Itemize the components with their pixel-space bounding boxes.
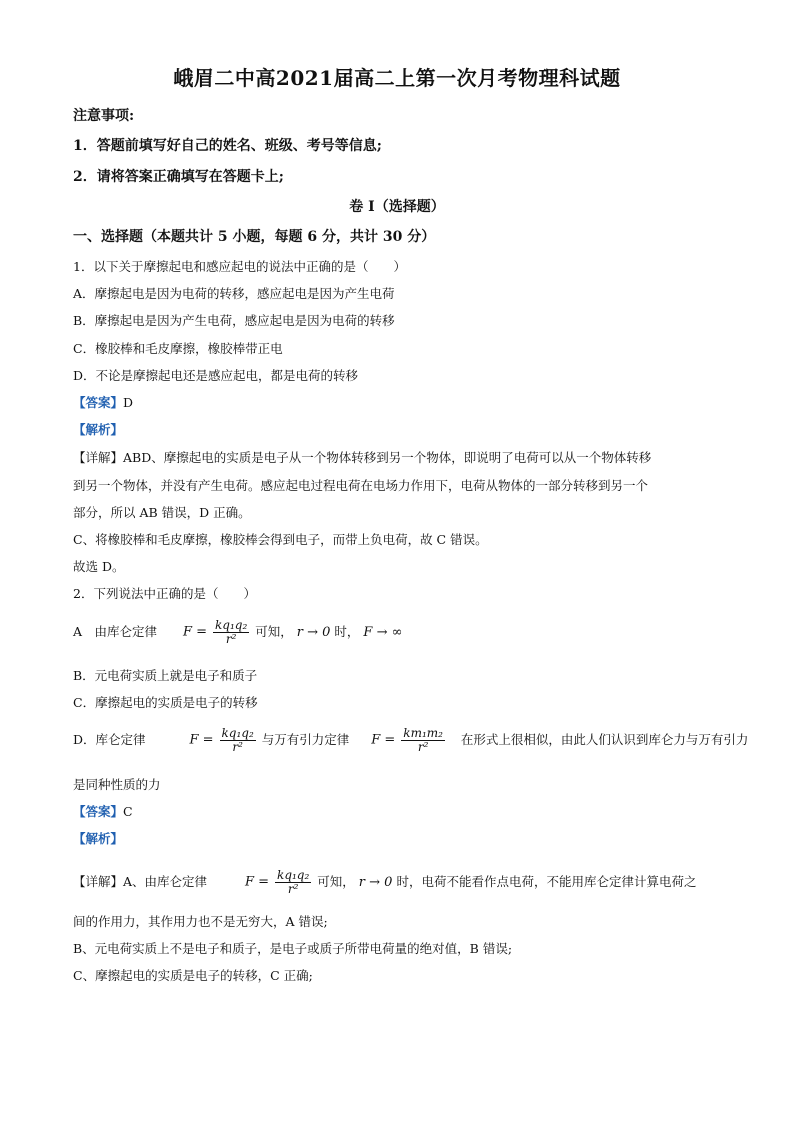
answer-tag: 【答案】 (73, 395, 124, 410)
q2-option-a-mid: 可知， (255, 624, 293, 639)
q1-detail-text-1: ABD、摩擦起电的实质是电子从一个物体转移到另一个物体，即说明了电荷可以从一个物体转移 (123, 450, 652, 465)
q2-option-a-result: F → ∞ (363, 625, 403, 640)
q1-option-d: D．不论是摩擦起电还是感应起电，都是电荷的转移 (73, 368, 359, 383)
q2-option-a-condition: r → 0 (296, 625, 331, 640)
q2-detail-a-line-2: 间的作用力，其作用力也不是无穷大，A 错误; (73, 914, 328, 929)
q2-detail-a-mid: 可知， (317, 874, 355, 889)
q2-option-a-when: 时， (334, 624, 360, 639)
q2-detail-a-prefix: A、由库仑定律 (123, 874, 208, 889)
q1-answer-value: D (123, 395, 134, 410)
q2-detail-b: B、元电荷实质上不是电子和质子，是电子或质子所带电荷量的绝对值，B 错误; (73, 941, 513, 956)
coulomb-denominator: r² (232, 740, 243, 754)
coulomb-numerator: kq₁q₂ (277, 868, 310, 882)
q1-detail-line-1 (73, 449, 651, 467)
gravity-formula (401, 727, 445, 754)
q2-option-d (73, 726, 748, 755)
q2-analysis-tag (73, 830, 123, 848)
q1-stem: 1．以下关于摩擦起电和感应起电的说法中正确的是（ ） (73, 259, 406, 274)
q2-option-a (73, 618, 402, 647)
coulomb-denominator: r² (287, 882, 299, 896)
detail-tag: 【详解】 (73, 450, 124, 465)
q2-detail-a (73, 868, 696, 897)
page-title: 峨眉二中高2021届高二上第一次月考物理科试题 (173, 66, 621, 90)
q1-option-c: C．橡胶棒和毛皮摩擦，橡胶棒带正电 (73, 341, 283, 356)
q2-option-d-prefix: D．库仑定律 (73, 732, 146, 747)
coulomb-formula (275, 869, 311, 896)
analysis-tag: 【解析】 (73, 831, 124, 846)
q2-option-d-mid: 与万有引力定律 (261, 732, 350, 747)
notice-item-1: 1．答题前填写好自己的姓名、班级、考号等信息; (73, 138, 382, 154)
q2-option-a-prefix: A 由库仑定律 (73, 624, 158, 639)
q1-detail-line-2: 到另一个物体，并没有产生电荷。感应起电过程电荷在电场力作用下，电荷从物体的一部分转移到另一个 (73, 478, 649, 493)
q1-conclusion: 故选 D。 (73, 559, 125, 574)
coulomb-denominator: r² (225, 632, 237, 646)
coulomb-formula (213, 619, 249, 646)
notice-heading: 注意事项: (73, 108, 135, 124)
volume-heading: 卷 I（选择题） (349, 199, 445, 215)
coulomb-numerator: kq₁q₂ (215, 618, 248, 632)
q2-detail-a-condition: r → 0 (358, 875, 393, 890)
q1-option-a: A．摩擦起电是因为电荷的转移，感应起电是因为产生电荷 (73, 286, 395, 301)
q1-detail-line-4: C、将橡胶棒和毛皮摩擦，橡胶棒会得到电子，而带上负电荷，故 C 错误。 (73, 532, 488, 547)
formula-f-label: F = (371, 732, 396, 748)
notice-item-2: 2．请将答案正确填写在答题卡上; (73, 169, 284, 185)
q1-detail-line-3: 部分，所以 AB 错误，D 正确。 (73, 505, 251, 520)
answer-tag: 【答案】 (73, 804, 124, 819)
gravity-numerator: km₁m₂ (403, 726, 443, 740)
q2-option-d-tail: 在形式上很相似，由此人们认识到库仑力与万有引力 (460, 732, 749, 747)
section-heading: 一、选择题（本题共计 5 小题，每题 6 分，共计 30 分） (73, 229, 436, 245)
q2-answer-value: C (123, 804, 133, 819)
q2-stem: 2．下列说法中正确的是（ ） (73, 586, 256, 601)
coulomb-formula (220, 727, 256, 754)
formula-f-label: F = (245, 874, 270, 890)
q2-option-c: C．摩擦起电的实质是电子的转移 (73, 695, 258, 710)
formula-f-label: F = (189, 732, 214, 748)
q1-answer (73, 394, 133, 412)
detail-tag: 【详解】 (73, 874, 124, 889)
q2-detail-c: C、摩擦起电的实质是电子的转移，C 正确; (73, 968, 313, 983)
coulomb-numerator: kq₁q₂ (221, 726, 254, 740)
gravity-denominator: r² (417, 740, 429, 754)
q2-option-d-line-2: 是同种性质的力 (73, 777, 161, 792)
q1-option-b: B．摩擦起电是因为产生电荷，感应起电是因为电荷的转移 (73, 313, 395, 328)
analysis-tag: 【解析】 (73, 422, 124, 437)
q2-detail-a-tail: 时，电荷不能看作点电荷，不能用库仑定律计算电荷之 (396, 874, 697, 889)
q2-option-b: B．元电荷实质上就是电子和质子 (73, 668, 258, 683)
q2-answer (73, 803, 133, 821)
q1-analysis-tag (73, 421, 123, 439)
formula-f-label: F = (183, 624, 208, 640)
